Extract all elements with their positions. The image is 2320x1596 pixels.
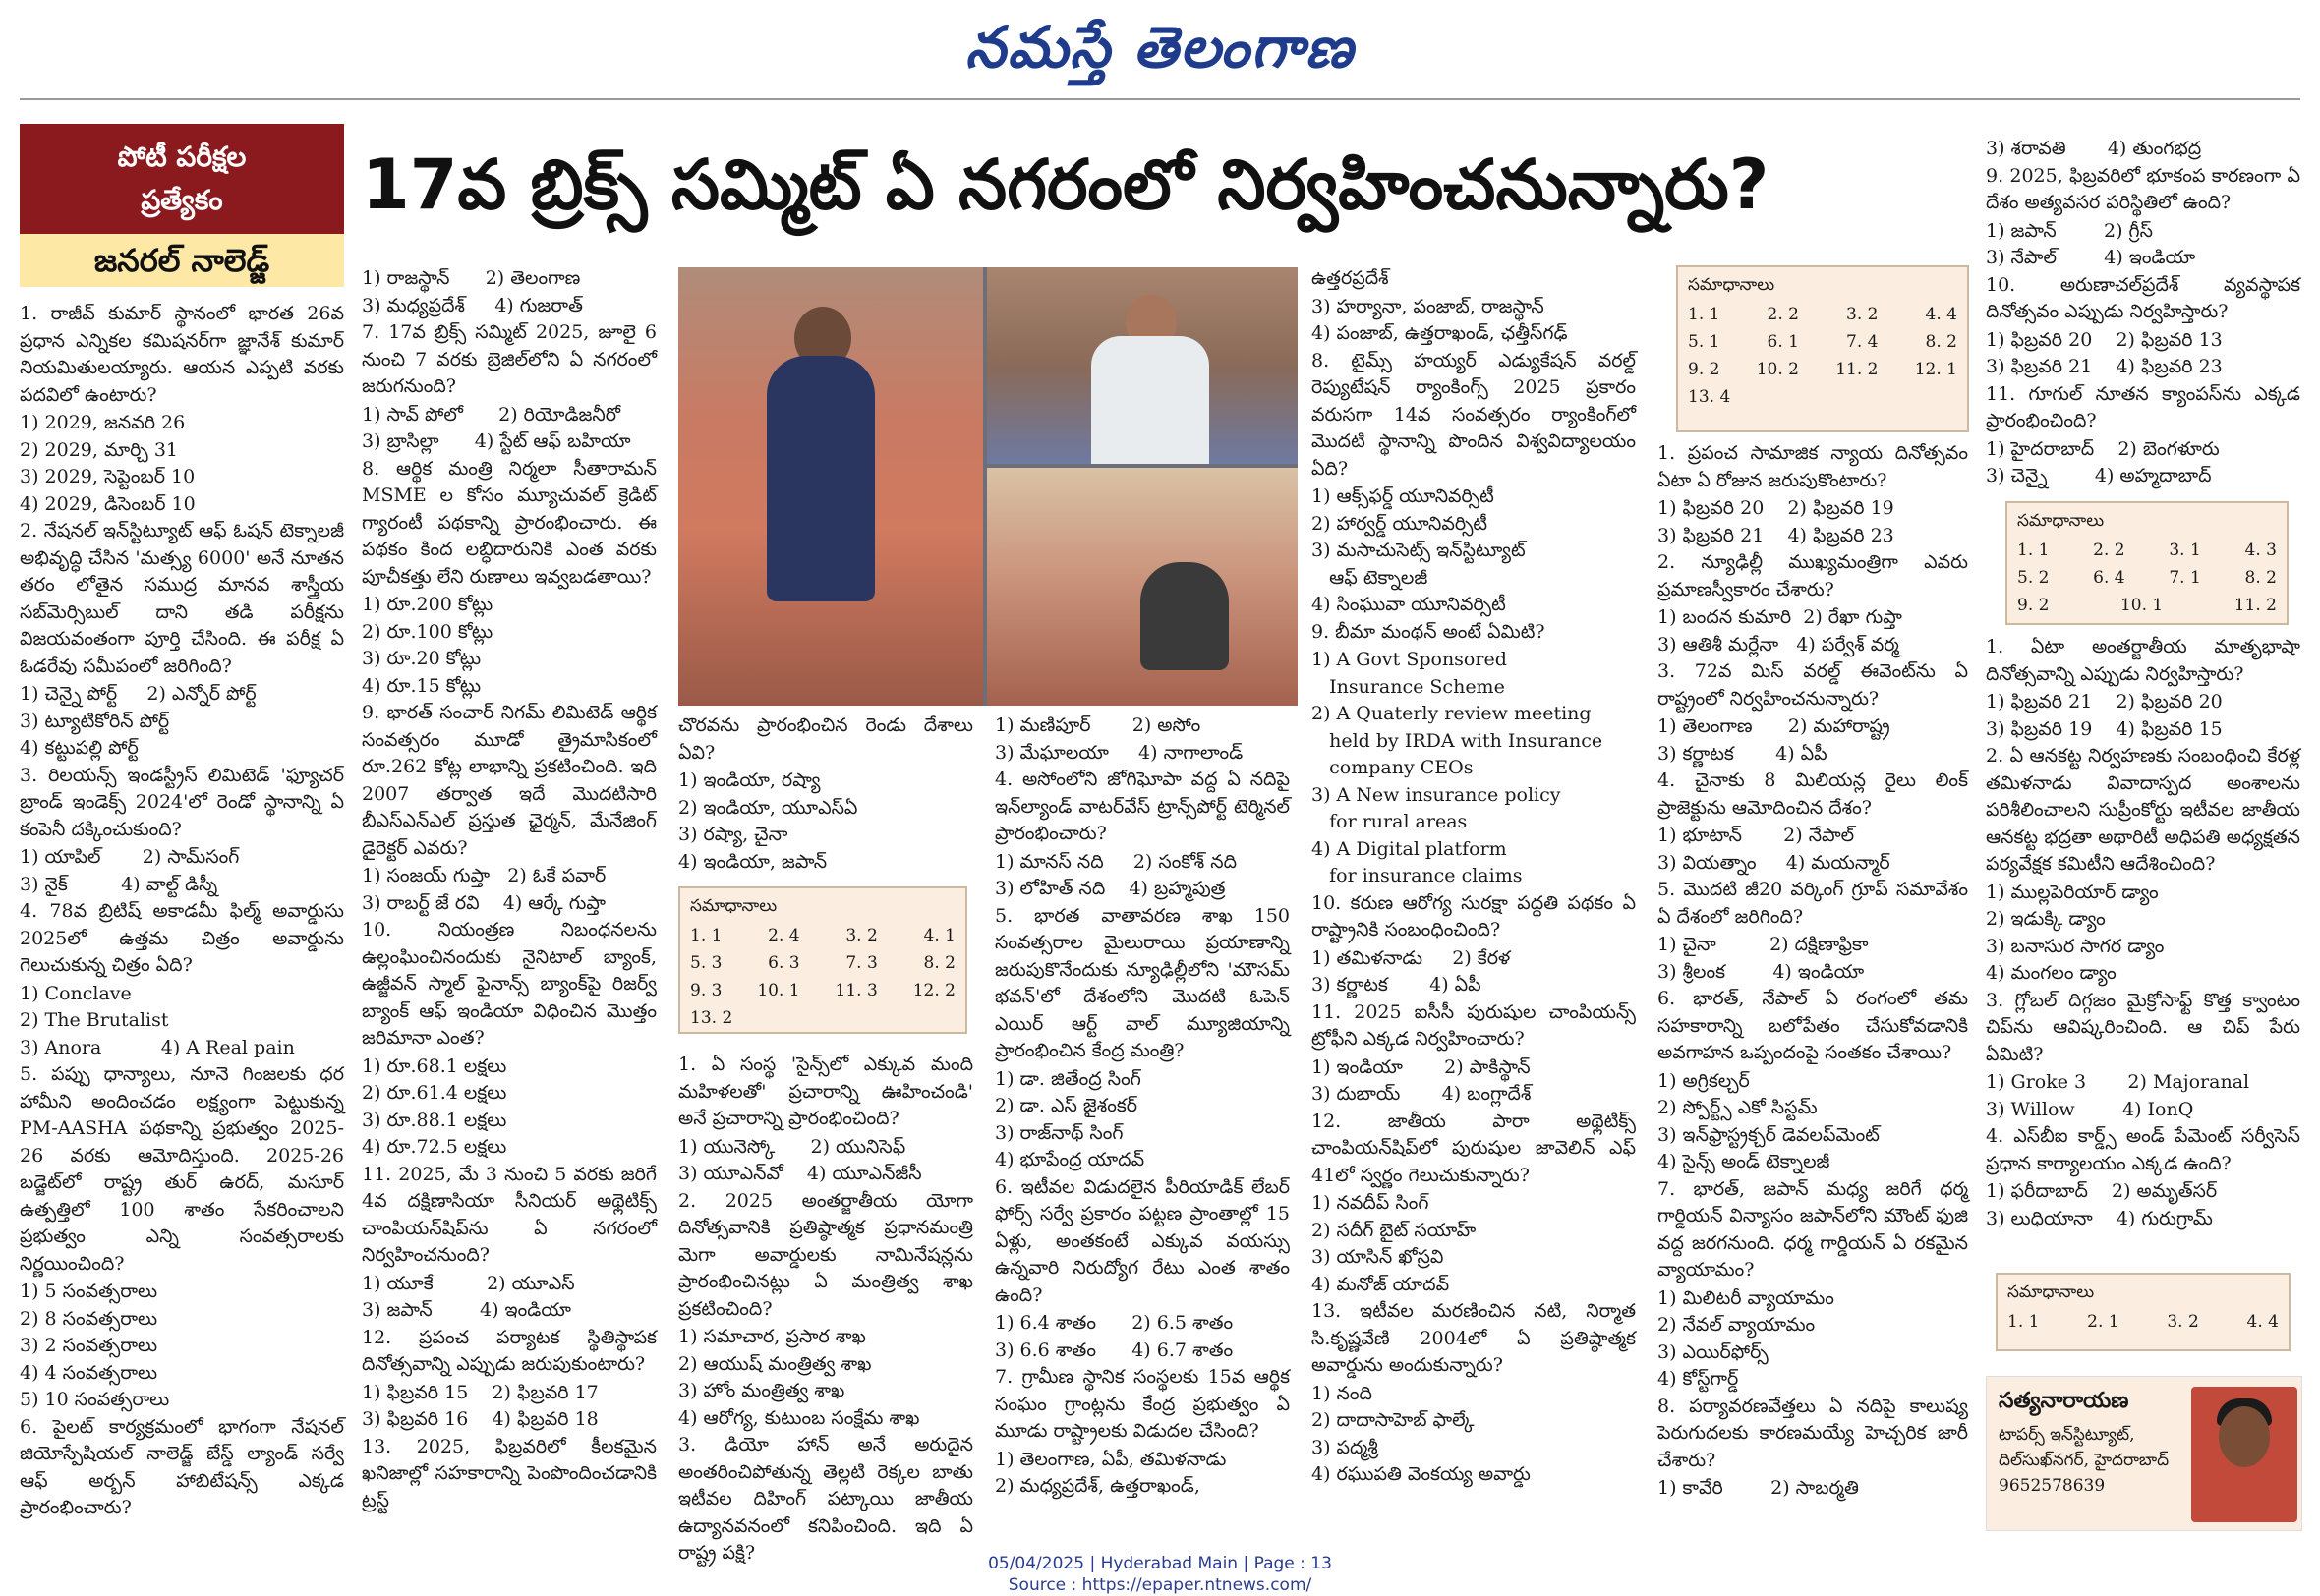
column-7b <box>1986 634 2300 1268</box>
answer-option: 3) ట్యూటికోరిన్ పోర్ట్ <box>20 710 170 732</box>
answer-option: 4) ఆరోగ్య, కుటుంబ సంక్షేమ శాఖ <box>678 1406 920 1429</box>
question-text: 5. మొదటి జీ20 వర్కింగ్ గ్రూప్ సమావేశం ఏ దేశంలో జరిగింది? <box>1657 879 1968 928</box>
answer-option: 3) ఫిబ్రవరి 19 4) ఫిబ్రవరి 15 <box>1986 717 2223 740</box>
question-text: 6. పైలట్ కార్యక్రమంలో భాగంగా నేషనల్ జియోస్పేషియల్ నాలెడ్జ్ బేస్డ్ ల్యాండ్ సర్వే ఆఫ్ అర్బన్ హాబిటేషన్స్ ఎక్కడ ప్రారంభించారు? <box>20 1415 344 1518</box>
answer-cell: 11. 2 <box>2233 596 2277 615</box>
answer-option: 3) నైక్ 4) వాల్ట్ డిస్నీ <box>20 873 218 895</box>
answer-option: 3) 2 సంవత్సరాలు <box>20 1335 158 1356</box>
answers-heading: సమాధానాలు <box>2017 511 2105 531</box>
answer-cell: 12. 2 <box>912 981 956 1000</box>
answer-cell: 1. 1 <box>2017 541 2050 560</box>
answer-option: 3) వియత్నాం 4) మయన్మార్ <box>1657 851 1890 874</box>
question-text: 11. గూగుల్ నూతన క్యాంపస్‌ను ఎక్కడ ప్రారంభించింది? <box>1986 382 2300 431</box>
answers-row <box>1688 301 1957 328</box>
answer-option: 2) దాదాసాహెబ్ ఫాల్కే <box>1311 1409 1475 1431</box>
answer-option: 1) 6.4 శాతం 2) 6.5 శాతం <box>995 1312 1234 1334</box>
answers-row <box>2017 537 2277 564</box>
question-text: 10. నియంత్రణ నిబంధనలను ఉల్లంఘించినందుకు నైనిటాల్ బ్యాంక్, ఉజ్జీవన్ స్మాల్ ఫైనాన్స్ బ్యాంక్‌పై రిజర్వ్ బ్యాంక్ ఆఫ్ ఇండియా విధించిన మొత్తం జరిమానా ఎంత? <box>362 919 657 1049</box>
answer-cell: 7. 1 <box>2169 568 2201 588</box>
answer-option: 2) సదీగ్ బైట్ సయాహ్ <box>1311 1219 1477 1241</box>
avatar-face-icon <box>2219 1406 2270 1467</box>
column-2 <box>362 265 657 1511</box>
answer-option: 1) హైదరాబాద్ 2) బెంగళూరు <box>1986 437 2220 460</box>
question-text: 8. ఆర్థిక మంత్రి నిర్మలా సీతారామన్ MSME ల కోసం మ్యూచువల్ క్రెడిట్ గ్యారంటీ పథకాన్ని ప్రారంభించారు. ఈ పథకం కింద లబ్ధిదారునికి ఎంత వరకు పూచీకత్తు లేని రుణాలు ఇవ్వబడతాయి? <box>362 457 657 588</box>
answer-cell: 5. 2 <box>2017 568 2050 588</box>
badge-line2: ప్రత్యేకం <box>141 184 223 216</box>
question-text: 12. జాతీయ పారా అథ్లెటిక్స్ చాంపియన్‌షిప్‌లో పురుషుల జావెలిన్ ఎఫ్ 41లో స్వర్ణం గెలుచుకున్నారు? <box>1311 1110 1636 1186</box>
answer-option: 3) Willow 4) IonQ <box>1986 1098 2194 1120</box>
answer-option: 3) జపాన్ 4) ఇండియా <box>362 1299 571 1321</box>
badge-top <box>20 124 344 234</box>
athlete-body-icon <box>767 356 875 601</box>
answer-option: for rural areas <box>1311 811 1468 832</box>
answers-row <box>1688 383 1957 411</box>
answer-option: 1) మణిపూర్ 2) అసోం <box>995 714 1201 736</box>
answer-option: 1) రూ.68.1 లక్షలు <box>362 1054 507 1077</box>
answer-option: 1) ఇండియా, రష్యా <box>678 770 821 791</box>
answer-option: held by IRDA with Insurance <box>1311 729 1603 752</box>
answer-cell: 4. 3 <box>2244 541 2277 560</box>
answer-option: 2) మధ్యప్రదేశ్, ఉత్తరాఖండ్, <box>995 1475 1200 1497</box>
masthead <box>0 8 2320 86</box>
answer-cell: 2. 2 <box>2093 541 2125 560</box>
badge-line1: పోటీ పరీక్షల <box>117 141 247 173</box>
question-text: 13. ఇటీవల మరణించిన నటి, నిర్మాత సి.కృష్ణవేణి 2004లో ఏ ప్రతిష్ఠాత్మక అవార్డును అందుకున్నారు? <box>1311 1300 1636 1376</box>
answer-option: 3) నేపాల్ 4) ఇండియా <box>1986 247 2196 268</box>
answer-option: 3) ఆతిశీ మర్లేనా 4) పర్వేశ్ వర్మ <box>1657 633 1899 656</box>
answer-option: 3) ఫిబ్రవరి 21 4) ఫిబ్రవరి 23 <box>1657 524 1894 546</box>
question-text: 4. 78వ బ్రిటిష్ అకాడమీ ఫిల్మ్ అవార్డుసు 2025లో ఉత్తమ చిత్రం అవార్డును గెలుచుకున్న చిత్రం ఏది? <box>20 900 344 976</box>
answer-option: 1) ఫిబ్రవరి 21 2) ఫిబ్రవరి 20 <box>1986 691 2223 712</box>
answer-option: 4) ఇండియా, జపాన్ <box>678 850 828 873</box>
answer-cell: 6. 3 <box>768 953 800 973</box>
answer-option: 3) ఎయిర్‌ఫోర్స్ <box>1657 1340 1769 1363</box>
question-text: 2. 2025 అంతర్జాతీయ యోగా దినోత్సవానికి ప్రతిష్ఠాత్మక ప్రధానమంత్రి మెగా అవార్డులకు నామినేషన్లను ప్రారంభించినట్లు ఏ మంత్రిత్వ శాఖ ప్రకటించింది? <box>678 1189 973 1320</box>
footer-dateline: 05/04/2025 | Hyderabad Main | Page : 13 <box>988 1554 1332 1573</box>
answers-row <box>2007 1308 2279 1336</box>
masthead-rule <box>20 98 2300 100</box>
question-text: 6. ఇటీవల విడుదలైన పీరియాడిక్ లేబర్ ఫోర్స్ సర్వే ప్రకారం పట్టణ ప్రాంతాల్లో 15 ఏళ్లు, అంతకంటే ఎక్కువ వయస్సు ఉన్నవారి నిరుద్యోగ రేటు ఎంత శాతం ఉంది? <box>995 1175 1290 1306</box>
answer-cell: 3. 2 <box>1846 305 1879 324</box>
answer-cell: 6. 4 <box>2093 568 2125 588</box>
avatar <box>2191 1387 2297 1522</box>
answer-option: 1) డా. జితేంద్ర సింగ్ <box>995 1067 1141 1090</box>
answer-option: 1) ఆక్స్‌ఫర్డ్ యూనివర్సిటీ <box>1311 485 1494 507</box>
column-6 <box>1657 440 1968 1513</box>
answer-option: 3) 6.6 శాతం 4) 6.7 శాతం <box>995 1339 1234 1361</box>
answer-cell: 4. 4 <box>2246 1312 2279 1332</box>
question-text: 10. అరుణాచల్‌ప్రదేశ్ వ్యవస్థాపక దినోత్సవం ఎప్పుడు నిర్వహిస్తారు? <box>1986 273 2300 322</box>
answer-option: 4) కోస్ట్‌గార్డ్ <box>1657 1368 1739 1390</box>
answer-cell: 3. 1 <box>2169 541 2201 560</box>
answer-option: 4) మంగలం డ్యాం <box>1986 962 2117 984</box>
answer-option: 4) రఘుపతి వెంకయ్య అవార్డు <box>1311 1463 1531 1485</box>
answer-option: 5) 10 సంవత్సరాలు <box>20 1389 170 1410</box>
answer-option: 1) జపాన్ 2) గ్రీస్ <box>1986 219 2153 242</box>
answer-option: 1) తమిళనాడు 2) కేరళ <box>1311 946 1511 969</box>
answer-option: 1) ఫిబ్రవరి 15 2) ఫిబ్రవరి 17 <box>362 1381 599 1403</box>
question-text: 3. డియో హాన్ అనే అరుదైన అంతరించిపోతున్న తెల్లటి రెక్కల బాతు ఇటీవల దిహింగ్ పట్కాయి జాతీయ ఉద్యానవనంలో కనిపించింది. ఇది ఏ రాష్ట్ర పక్షి? <box>678 1434 973 1564</box>
answer-option: 3) ఇన్‌ఫ్రాస్ట్రక్చర్ డెవలప్‌మెంట్ <box>1657 1123 1880 1146</box>
answer-option: 1) మిలిటరీ వ్యాయామం <box>1657 1286 1834 1309</box>
answer-option: 1) 2029, జనవరి 26 <box>20 412 186 433</box>
answers-heading: సమాధానాలు <box>690 896 778 916</box>
question-text: 9. 2025, ఫిబ్రవరిలో భూకంప కారణంగా ఏ దేశం అత్యవసర పరిస్థితిలో ఉంది? <box>1986 164 2300 213</box>
section-badge <box>20 124 344 287</box>
question-text: 9. భారత్ సంచార్ నిగమ్ లిమిటెడ్ ఆర్థిక సంవత్సరం మూడో త్రైమాసికంలో రూ.262 కోట్ల లాభాన్ని ప్రకటించింది. ఇది 2007 తర్వాత ఇదే మొదటిసారి బీఎస్ఎన్ఎల్ ప్రస్తుత ఛైర్మన్, మేనేజింగ్ డైరెక్టర్ ఎవరు? <box>362 702 657 859</box>
answer-option: 4) సింఘువా యూనివర్సిటీ <box>1311 594 1506 615</box>
question-text: 3. 72వ మిస్ వరల్డ్ ఈవెంట్‌ను ఏ రాష్ట్రంలో నిర్వహించనున్నారు? <box>1657 660 1968 710</box>
answer-option: 3) శరావతి 4) తుంగభద్ర <box>1986 138 2202 159</box>
question-text: 12. ప్రపంచ పర్యాటక స్థితిస్థాపక దినోత్సవాన్ని ఎప్పుడు జరుపుకుంటారు? <box>362 1326 657 1375</box>
question-text: 5. భారత వాతావరణ శాఖ 150 సంవత్సరాల మైలురాయి ప్రయాణాన్ని జరుపుకొనేందుకు న్యూఢిల్లీలోని 'మౌసమ్ భవన్'లో దేశంలోని మొదటి ఓపెన్ ఎయిర్ ఆర్ట్ వాల్ మ్యూజియాన్ని ప్రారంభించిన కేంద్ర మంత్రి? <box>995 904 1290 1061</box>
answer-option: 1) చైనా 2) దక్షిణాఫ్రికా <box>1657 934 1869 955</box>
question-text: 1. ఏ సంస్థ 'సైన్స్‌లో ఎక్కువ మంది మహిళలతో' ప్రచారాన్ని ఊహించండి' అనే ప్రచారాన్ని ప్రారంభించింది? <box>678 1054 973 1129</box>
answer-option: 3) మేఘాలయా 4) నాగాలాండ్ <box>995 741 1244 764</box>
answer-cell: 7. 3 <box>845 953 878 973</box>
answer-option: 3) ఫిబ్రవరి 16 4) ఫిబ్రవరి 18 <box>362 1408 599 1430</box>
answer-option: 4) 2029, డిసెంబర్ 10 <box>20 492 196 515</box>
answer-option: 3) Anora 4) A Real pain <box>20 1036 295 1058</box>
answer-cell: 6. 1 <box>1767 332 1799 352</box>
answer-option: 3) యూఎన్‌వో 4) యూఎన్‌జీసీ <box>678 1163 922 1184</box>
answer-option: 1) యాపిల్ 2) సామ్‌సంగ్ <box>20 846 240 868</box>
answer-option: 4) A Digital platform <box>1311 837 1507 860</box>
column-3 <box>678 712 973 880</box>
answers-row <box>1688 328 1957 356</box>
answer-option: 4) సైన్స్ అండ్ టెక్నాలజీ <box>1657 1151 1830 1172</box>
answer-option: 1) నవదీప్ సింగ్ <box>1311 1192 1429 1214</box>
answer-option: 3) ఫిబ్రవరి 21 4) ఫిబ్రవరి 23 <box>1986 356 2223 377</box>
answer-option: 1) ఫరీదాబాద్ 2) అమృత్‌సర్ <box>1986 1180 2218 1202</box>
answer-option: 2) 2029, మార్చి 31 <box>20 438 178 461</box>
question-text: 2. ఏ ఆనకట్ట నిర్వహణకు సంబంధించి కేరళ్ల తమిళనాడు వివాదాస్పద అంశాలను పరిశీలించాలని సుప్రీంకోర్టు ఇటీవల జాతీయ ఆనకట్ట భద్రతా అథారిటీ అధిపతి అధ్యక్షతన పర్యవేక్షక కమిటీని ఆదేశించింది? <box>1986 745 2300 875</box>
answer-option: 3) బనాసుర సాగర డ్యాం <box>1986 935 2165 957</box>
answer-option: 1) రూ.200 కోట్లు <box>362 594 493 615</box>
answer-option: 1) కావేరి 2) సాబర్మతి <box>1657 1477 1859 1499</box>
question-text: 7. గ్రామీణ స్థానిక సంస్థలకు 15వ ఆర్థిక సంఘం గ్రాంట్లను కేంద్ర ప్రభుత్వం ఏ మూడు రాష్ట్రాలకు విడుదల చేసింది? <box>995 1366 1290 1442</box>
answer-option: 1) ఇండియా 2) పాకిస్థాన్ <box>1311 1055 1531 1078</box>
answer-option: 1) తెలంగాణ 2) మహారాష్ట్ర <box>1657 715 1890 737</box>
question-text: 11. 2025, మే 3 నుంచి 5 వరకు జరిగే 4వ దక్షిణాసియా సీనియర్ అథ్లెటిక్స్ చాంపియన్‌షిప్‌ను ఏ నగరంలో నిర్వహించనుంది? <box>362 1163 657 1266</box>
author-location: దిల్‌సుఖ్‌నగర్, హైదరాబాద్ <box>1999 1451 2170 1470</box>
answer-cell: 5. 1 <box>1688 332 1720 352</box>
answer-option: 1) తెలంగాణ, ఏపీ, తమిళనాడు <box>995 1448 1227 1470</box>
answer-option: 2) నేవల్ వ్యాయామం <box>1657 1314 1816 1336</box>
answer-option: 2) రూ.100 కోట్లు <box>362 620 493 643</box>
question-text: 1. రాజీవ్ కుమార్ స్థానంలో భారత 26వ ప్రధాన ఎన్నికల కమిషనర్‌గా జ్ఞానేశ్ కుమార్ నియమితులయ్యారు. ఆయన ఎప్పటి వరకు పదవిలో ఉంటారు? <box>20 303 344 406</box>
question-text: 2. న్యూఢిల్లీ ముఖ్యమంత్రిగా ఎవరు ప్రమాణస్వీకారం చేశారు? <box>1657 551 1968 600</box>
answer-option: 2) స్పోర్ట్స్ ఎకో సిస్టమ్ <box>1657 1097 1818 1118</box>
answers-heading: సమాధానాలు <box>1688 275 1775 295</box>
answer-box-1 <box>678 886 967 1034</box>
question-text: 7. 17వ బ్రిక్స్ సమ్మిట్ 2025, జూలై 6 నుంచి 7 వరకు బ్రెజిల్‌లోని ఏ నగరంలో జరుగనుంది? <box>362 321 657 397</box>
answer-option: 1) యునెస్కో 2) యునిసెఫ్ <box>678 1135 906 1158</box>
author-name: సత్యనారాయణ <box>1999 1389 2129 1413</box>
answer-option: 1) ఫిబ్రవరి 20 2) ఫిబ్రవరి 13 <box>1986 328 2223 351</box>
answer-box-3 <box>2005 501 2289 625</box>
sports-photo-collage <box>678 267 1298 706</box>
answers-row <box>690 977 956 1004</box>
question-text: 10. కరుణ ఆరోగ్య సురక్షా పద్ధతి పథకం ఏ రాష్ట్రానికి సంబంధించింది? <box>1311 891 1636 940</box>
answer-option: 1) A Govt Sponsored <box>1311 649 1507 670</box>
answer-cell: 1. 1 <box>1688 305 1720 324</box>
answer-option: 1) బందన కుమారి 2) రేఖా గుప్తా <box>1657 606 1902 628</box>
answer-option: 4) కట్టుపల్లి పోర్ట్ <box>20 737 139 759</box>
answers-row <box>2017 592 2277 619</box>
answer-option: 3) దుబాయ్ 4) బంగ్లాదేశ్ <box>1311 1083 1532 1105</box>
answer-option: 3) మధ్యప్రదేశ్ 4) గుజరాత్ <box>362 294 583 316</box>
answer-cell: 2. 4 <box>768 926 800 945</box>
question-text: చొరవను ప్రారంభించిన రెండు దేశాలు ఏవి? <box>678 714 973 764</box>
answer-cell: 13. 2 <box>690 1008 733 1028</box>
column-3b <box>678 1052 973 1564</box>
answer-option: 3) రాజ్‌నాథ్ సింగ్ <box>995 1121 1124 1144</box>
answer-cell: 10. 1 <box>757 981 800 1000</box>
answer-option: 1) నంది <box>1311 1382 1372 1404</box>
answer-option: 1) చెన్నై పోర్ట్ 2) ఎన్నోర్ పోర్ట్ <box>20 683 257 705</box>
answer-option: 3) చెన్నై 4) అహ్మదాబాద్ <box>1986 465 2212 486</box>
answer-option: 1) సావ్ పోలో 2) రియోడిజనీరో <box>362 403 621 426</box>
answer-cell: 8. 2 <box>2244 568 2277 588</box>
question-text: 4. ఎస్‌బీఐ కార్డ్స్ అండ్ పేమెంట్ సర్వీసెస్ ప్రధాన కార్యాలయం ఎక్కడ ఉంది? <box>1986 1125 2300 1174</box>
answer-option: 4) పంజాబ్, ఉత్తరాఖండ్, ఛత్తీస్‌గఢ్ <box>1311 322 1568 344</box>
answer-option: 1) మానస్ నది 2) సంకోశ్ నది <box>995 850 1238 873</box>
athlete-body-icon <box>1140 562 1229 670</box>
badge-bottom: జనరల్ నాలెడ్జ్ <box>20 234 344 287</box>
answer-cell: 8. 2 <box>1925 332 1957 352</box>
answer-option: 1) ఫిబ్రవరి 20 2) ఫిబ్రవరి 19 <box>1657 497 1894 519</box>
answer-option: 4) రూ.15 కోట్లు <box>362 674 482 697</box>
answer-option: 1) Groke 3 2) Majoranal <box>1986 1071 2250 1093</box>
answer-option: 2) ఇడుక్కి డ్యాం <box>1986 908 2106 930</box>
answer-cell: 11. 2 <box>1835 360 1879 379</box>
answer-option: 4) 4 సంవత్సరాలు <box>20 1361 158 1384</box>
answer-option: 1) అగ్రికల్చర్ <box>1657 1069 1750 1092</box>
headline: 17వ బ్రిక్స్ సమ్మిట్ ఏ నగరంలో నిర్వహించనున్నారు? <box>362 144 1769 225</box>
answer-option: 3) కర్ణాటక 4) ఏపీ <box>1657 742 1827 765</box>
answer-option: 3) కర్ణాటక 4) ఏపీ <box>1311 974 1481 996</box>
answer-option: 3) రష్యా, చైనా <box>678 824 788 845</box>
answer-cell: 9. 2 <box>2017 596 2050 615</box>
answer-cell: 9. 3 <box>690 981 723 1000</box>
answer-option: 3) లుధియానా 4) గురుగ్రామ్ <box>1986 1207 2213 1229</box>
answer-option: 1) సమాచార, ప్రసార శాఖ <box>678 1326 866 1347</box>
answer-cell: 4. 4 <box>1925 305 1957 324</box>
question-text: 8. టైమ్స్ హయ్యర్ ఎడ్యుకేషన్ వరల్డ్ రెప్యుటేషన్ ర్యాంకింగ్స్ 2025 ప్రకారం వరుసగా 14వ సంవత్సరం ర్యాంకింగ్‌లో మొదటి స్థానాన్ని పొందిన విశ్వవిద్యాలయం ఏది? <box>1311 349 1636 480</box>
answer-option: 2) 8 సంవత్సరాలు <box>20 1307 158 1330</box>
answer-option: 1) రాజస్థాన్ 2) తెలంగాణ <box>362 267 581 289</box>
question-text: 4. అసోంలోని జోగిఘోపా వద్ద ఏ నదిపై ఇన్‌ల్యాండ్ వాటర్‌వేస్ ట్రాన్స్‌పోర్ట్ టెర్మినల్ ప్రారంభించారు? <box>995 769 1290 844</box>
answer-option: 2) ఆయుష్ మంత్రిత్వ శాఖ <box>678 1352 872 1375</box>
question-text: 6. భారత్, నేపాల్ ఏ రంగంలో తమ సహకారాన్ని బలోపేతం చేసుకోవడానికి అవగాహన ఒప్పందంపై సంతకం చేశాయి? <box>1657 988 1968 1063</box>
answer-cell: 8. 2 <box>923 953 956 973</box>
answer-option: 3) రాబర్ట్ జే రవి 4) ఆర్కే గుప్తా <box>362 891 606 914</box>
question-text: 9. బీమా మంథన్ అంటే ఏమిటి? <box>1311 620 1545 643</box>
masthead-logo: నమస్తే తెలంగాణ <box>965 14 1355 81</box>
question-text: 1. ఏటా అంతర్జాతీయ మాతృభాషా దినోత్సవాన్ని ఎప్పుడు నిర్వహిస్తారు? <box>1986 636 2300 685</box>
answer-cell: 1. 1 <box>2007 1312 2040 1332</box>
footer-source: Source : https://epaper.ntnews.com/ <box>1008 1575 1312 1595</box>
answer-option: 2) The Brutalist <box>20 1009 169 1031</box>
question-text: ఉత్తరప్రదేశ్ <box>1311 267 1389 289</box>
answer-cell: 7. 4 <box>1846 332 1879 352</box>
answer-cell: 1. 1 <box>690 926 723 945</box>
answer-option: 3) A New insurance policy <box>1311 783 1561 806</box>
answer-option: 1) 5 సంవత్సరాలు <box>20 1281 158 1302</box>
answer-option: 3) పద్మశ్రీ <box>1311 1436 1378 1458</box>
question-text: 5. పప్పు ధాన్యాలు, నూనె గింజలకు ధర హామీని అందించడం లక్ష్యంగా పెట్టుకున్న PM-AASHA పథకాన్ని ప్రభుత్వం 2025-26 వరకు ఆమోదిస్తుంది. 2025-26 బడ్జెట్‌లో రాష్ట్ర తుర్ ఉరద్, మసూర్ ఉత్పత్తిలో 100 శాతం సేకరించాలని ప్రభుత్వం ఎన్ని సంవత్సరాలకు నిర్ణయించింది? <box>20 1063 344 1275</box>
answer-cell: 13. 4 <box>1688 387 1731 407</box>
question-text: 11. 2025 ఐసీసీ పురుషుల చాంపియన్స్ ట్రోఫీని ఎక్కడ నిర్వహించారు? <box>1311 1000 1636 1050</box>
answer-option: company CEOs <box>1311 757 1474 778</box>
answer-box-4 <box>1996 1273 2291 1351</box>
column-1 <box>20 301 344 1518</box>
answer-cell: 2. 1 <box>2087 1312 2119 1332</box>
answer-cell: 3. 2 <box>2167 1312 2199 1332</box>
answer-option: 2) రూ.61.4 లక్షలు <box>362 1082 507 1104</box>
answer-option: 4) రూ.72.5 లక్షలు <box>362 1136 507 1158</box>
answer-cell: 10. 1 <box>2119 596 2164 615</box>
answer-option: 4) మనోజ్ యాదవ్ <box>1311 1273 1450 1295</box>
answer-option: 3) హర్యానా, పంజాబ్, రాజస్థాన్ <box>1311 295 1544 317</box>
answer-option: 3) లోహిత్ నది 4) బ్రహ్మపుత్ర <box>995 878 1226 899</box>
answers-row <box>1688 356 1957 383</box>
answer-option: 3) రూ.88.1 లక్షలు <box>362 1109 507 1131</box>
answers-row <box>2017 564 2277 592</box>
column-4 <box>995 712 1290 1513</box>
answer-option: 3) యాసిన్ ఖోస్రవి <box>1311 1246 1444 1268</box>
question-text: 7. భారత్, జపాన్ మధ్య జరిగే ధర్మ గార్డియన్ విన్యాసం జపాన్‌లోని మౌంట్ ఫుజి వద్ద జరగనుంది. ధర్మ గార్డియన్ ఏ రకమైన వ్యాయామం? <box>1657 1177 1968 1281</box>
answer-option: 1) Conclave <box>20 982 132 1004</box>
answer-cell: 4. 1 <box>923 926 956 945</box>
answer-option: 3) శ్రీలంక 4) ఇండియా <box>1657 960 1865 983</box>
author-card <box>1986 1376 2302 1531</box>
answer-cell: 12. 1 <box>1914 360 1957 379</box>
answer-option: 2) ఇండియా, యూఎస్ఏ <box>678 796 858 819</box>
question-text: 8. పర్యావరణవేత్తలు ఏ నదిపై కాలుష్య పెరుగుదలకు కారణమయ్యే హెచ్చరిక జారీ చేశారు? <box>1657 1395 1968 1471</box>
answers-heading: సమాధానాలు <box>2007 1282 2095 1302</box>
answer-option: 2) A Quaterly review meeting <box>1311 703 1592 724</box>
answer-option: 3) బ్రాసిల్లా 4) స్టేట్ ఆఫ్ బహియా <box>362 430 631 452</box>
answer-option: 1) భూటాన్ 2) నేపాల్ <box>1657 825 1855 846</box>
question-text: 1. ప్రపంచ సామాజిక న్యాయ దినోత్సవం ఏటా ఏ రోజున జరుపుకొంటారు? <box>1657 442 1968 491</box>
answer-option: 1) యూకే 2) యూఎస్ <box>362 1272 575 1294</box>
answer-option: 1) సంజయ్ గుప్తా 2) ఓకే పవార్ <box>362 865 607 886</box>
answer-cell: 10. 2 <box>1756 360 1799 379</box>
answer-box-2 <box>1676 265 1969 432</box>
question-text: 13. 2025, ఫిబ్రవరిలో కీలకమైన ఖనిజాల్లో సహకారాన్ని పెంపొందించడానికి ట్రస్ట్ <box>362 1435 657 1511</box>
answer-option: ఆఫ్ టెక్నాలజీ <box>1311 566 1428 589</box>
answer-cell: 2. 2 <box>1767 305 1799 324</box>
question-text: 4. చైనాకు 8 మిలియన్ల రైలు లింక్ ప్రాజెక్టును ఆమోదించిన దేశం? <box>1657 770 1968 819</box>
answer-option: 4) భూపేంద్ర యాదవ్ <box>995 1149 1145 1170</box>
answer-option: 3) మసాచుసెట్స్ ఇన్‌స్టిట్యూట్ <box>1311 540 1526 561</box>
answer-option: 3) 2029, సెప్టెంబర్ 10 <box>20 466 196 487</box>
author-phone: 9652578639 <box>1999 1476 2106 1496</box>
author-address <box>1999 1422 2185 1499</box>
column-7 <box>1986 136 2300 489</box>
answer-option: 2) డా. ఎస్ జైశంకర్ <box>995 1095 1138 1116</box>
answers-row <box>690 949 956 977</box>
answers-row <box>690 922 956 949</box>
column-5 <box>1311 265 1636 1513</box>
answer-option: 2) హార్వర్డ్ యూనివర్సిటీ <box>1311 512 1488 535</box>
question-text: 2. నేషనల్ ఇన్‌స్టిట్యూట్ ఆఫ్ ఓషన్ టెక్నాలజీ అభివృద్ధి చేసిన 'మత్స్య 6000' అనే నూతన తరం లోతైన సముద్ర మానవ శాస్త్రీయ సబ్‌మెర్సిబుల్ దాని తడి పరీక్షను విజయవంతంగా పూర్తి చేసింది. ఈ పరీక్ష ఏ ఓడరేవు సమీపంలో జరిగింది? <box>20 520 344 677</box>
answer-option: 3) హోం మంత్రిత్వ శాఖ <box>678 1380 845 1401</box>
answer-option: 3) రూ.20 కోట్లు <box>362 648 482 669</box>
answer-cell: 5. 3 <box>690 953 723 973</box>
answer-cell: 11. 3 <box>835 981 878 1000</box>
question-text: 3. గ్లోబల్ దిగ్గజం మైక్రోసాఫ్ట్ కొత్త క్వాంటం చిప్‌ను ఆవిష్కరించింది. ఆ చిప్ పేరు ఏమిటి? <box>1986 989 2300 1065</box>
athlete-body-icon <box>1091 336 1209 464</box>
answer-option: 1) ముల్లపెరియార్ డ్యాం <box>1986 881 2159 903</box>
answer-option: for insurance claims <box>1311 865 1523 886</box>
page-footer <box>0 1553 2320 1596</box>
answer-cell: 9. 2 <box>1688 360 1720 379</box>
answers-row <box>690 1004 956 1032</box>
answer-option: Insurance Scheme <box>1311 675 1505 698</box>
question-text: 3. రిలయన్స్ ఇండస్ట్రీస్ లిమిటెడ్ 'ఫ్యూచర్ బ్రాండ్ ఇండెక్స్ 2024'లో రెండో స్థానాన్ని ఏ కంపెనీ దక్కించుకుంది? <box>20 764 344 840</box>
author-institute: టాపర్స్ ఇన్‌స్టిట్యూట్, <box>1999 1425 2135 1445</box>
answer-cell: 3. 2 <box>845 926 878 945</box>
